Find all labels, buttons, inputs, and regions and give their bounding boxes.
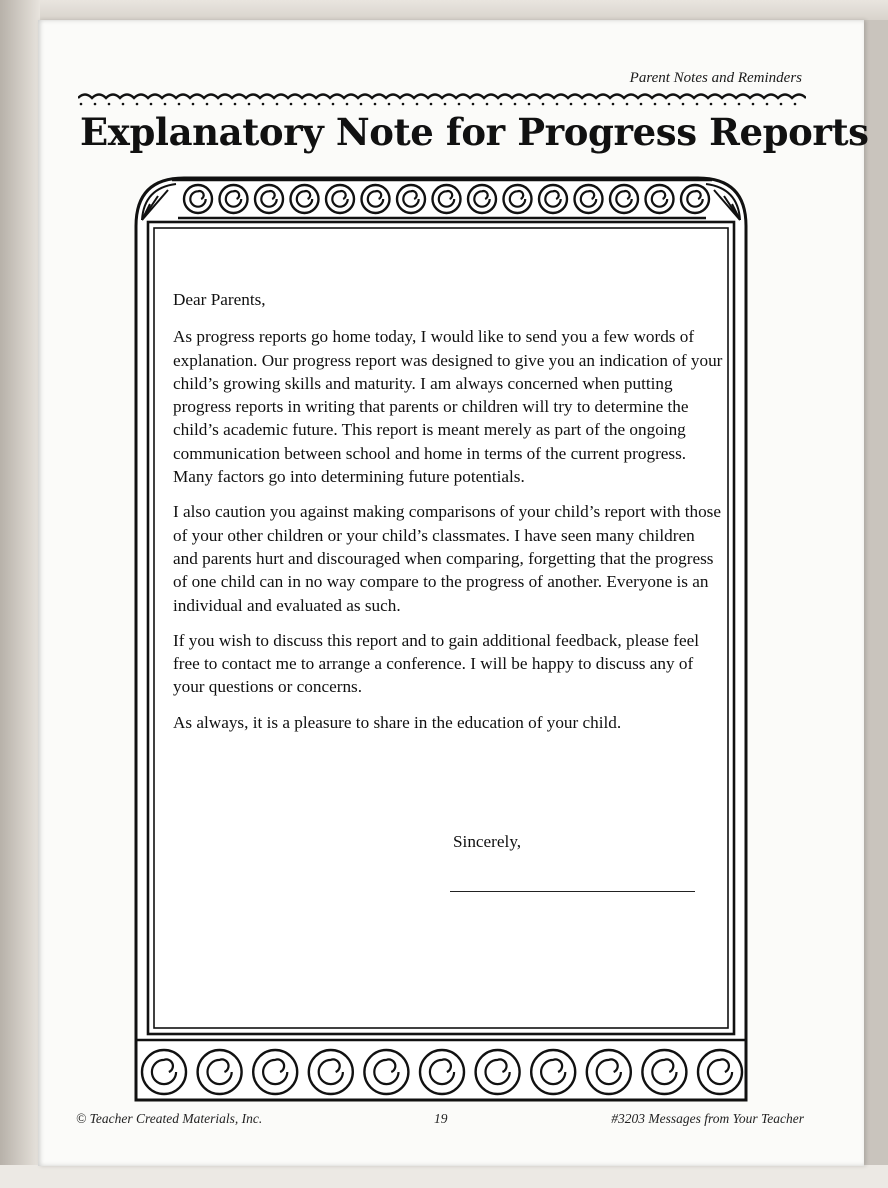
wavy-divider — [78, 90, 806, 106]
divider-dot — [192, 103, 195, 106]
divider-dot — [500, 103, 503, 106]
footer-page-number: 19 — [434, 1111, 448, 1126]
signature-line — [450, 891, 695, 892]
divider-dot — [640, 103, 643, 106]
divider-dot — [108, 103, 111, 106]
divider-dot — [290, 103, 293, 106]
book-spine-shadow — [0, 0, 40, 1188]
divider-dot — [206, 103, 209, 106]
divider-dot — [514, 103, 517, 106]
divider-dot — [584, 103, 587, 106]
divider-dot — [234, 103, 237, 106]
divider-dot — [696, 103, 699, 106]
divider-dot — [724, 103, 727, 106]
divider-dot — [136, 103, 139, 106]
divider-dot — [220, 103, 223, 106]
page-title: Explanatory Note for Progress Reports — [80, 110, 869, 154]
divider-dot — [150, 103, 153, 106]
divider-dot — [94, 103, 97, 106]
divider-dot — [164, 103, 167, 106]
divider-dot — [122, 103, 125, 106]
letter-closing: Sincerely, — [453, 832, 522, 851]
footer-copyright: © Teacher Created Materials, Inc. — [76, 1111, 263, 1126]
background-bottom — [0, 1165, 888, 1188]
divider-dot — [304, 103, 307, 106]
divider-dot — [682, 103, 685, 106]
divider-dot — [542, 103, 545, 106]
divider-dot — [332, 103, 335, 106]
footer-book-title: #3203 Messages from Your Teacher — [611, 1111, 804, 1126]
divider-dot — [766, 103, 769, 106]
letter-paragraph: As progress reports go home today, I would like to send you a few words of explanation. Our progress report was designed to give you an indication of your child’s growing skills and maturity. I am always concerned when putting progress reports in writing that parents or children will try to determine the child’s academic future. This report is meant merely as part of the ongoing communication between school and home in terms of the current progress. Many factors go into determining future potentials. — [173, 327, 723, 487]
divider-dot — [458, 103, 461, 106]
divider-dot — [486, 103, 489, 106]
divider-dot — [570, 103, 573, 106]
divider-dot — [262, 103, 265, 106]
divider-dot — [318, 103, 321, 106]
divider-dot — [752, 103, 755, 106]
divider-dot — [710, 103, 713, 106]
divider-dot — [738, 103, 741, 106]
section-label: Parent Notes and Reminders — [629, 70, 802, 86]
divider-dot — [248, 103, 251, 106]
divider-dot — [472, 103, 475, 106]
letter-paragraph: If you wish to discuss this report and to gain additional feedback, please feel free to contact me to arrange a conference. I will be happy to discuss any of your questions or concerns. — [173, 630, 699, 697]
divider-dot — [654, 103, 657, 106]
divider-dot — [430, 103, 433, 106]
divider-dot — [528, 103, 531, 106]
divider-dot — [416, 103, 419, 106]
divider-dot — [360, 103, 363, 106]
divider-dot — [444, 103, 447, 106]
divider-dot — [178, 103, 181, 106]
divider-dot — [780, 103, 783, 106]
letter-body — [173, 288, 723, 746]
divider-dot — [612, 103, 615, 106]
divider-dot — [556, 103, 559, 106]
divider-dot — [374, 103, 377, 106]
letter-paragraph: As always, it is a pleasure to share in the education of your child. — [173, 712, 622, 732]
divider-dot — [276, 103, 279, 106]
divider-dot — [626, 103, 629, 106]
divider-dot — [794, 103, 797, 106]
divider-dot — [388, 103, 391, 106]
background-top — [0, 0, 888, 20]
divider-dot — [346, 103, 349, 106]
letter-paragraph: I also caution you against making comparisons of your child’s report with those of your other children or your child’s classmates. I have seen many children and parents hurt and discouraged when comparing, forgetting that the progress of one child can in no way compare to the progress of another. Everyone is an individual and evaluated as such. — [173, 502, 721, 615]
divider-dot — [80, 103, 83, 106]
divider-dot — [598, 103, 601, 106]
divider-dot — [402, 103, 405, 106]
letter-salutation: Dear Parents, — [173, 290, 266, 309]
divider-dot — [668, 103, 671, 106]
